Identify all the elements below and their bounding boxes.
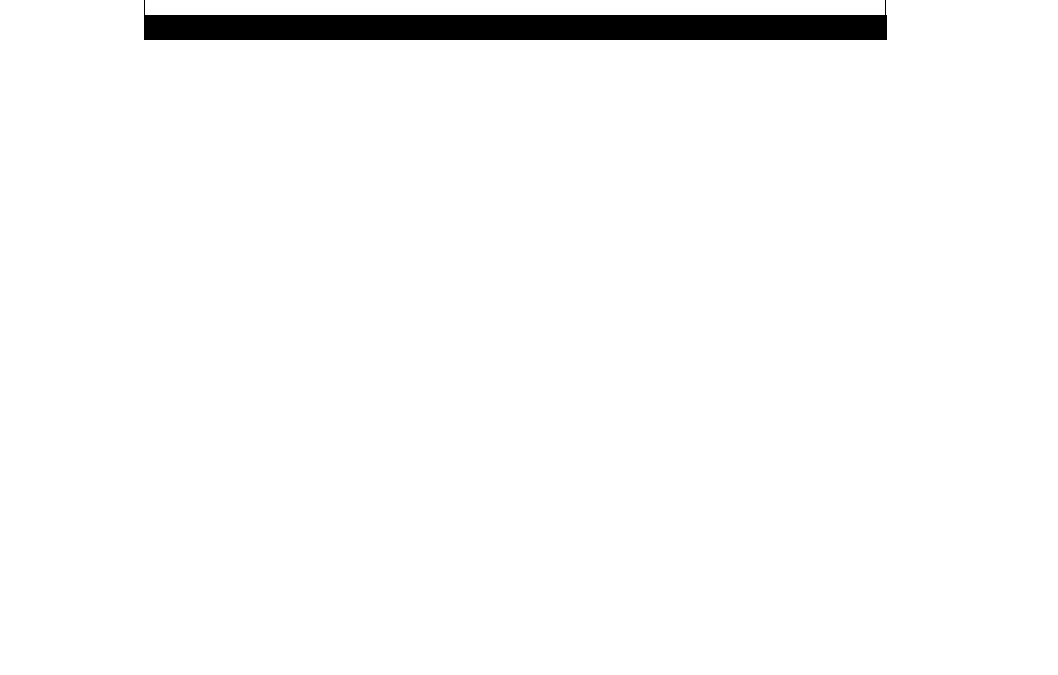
bottom-support-table [144, 15, 887, 40]
header-organization [254, 16, 594, 40]
date-heading [144, 0, 886, 15]
header-no [145, 16, 163, 40]
header-age [737, 16, 859, 40]
table-header-row [145, 16, 887, 40]
header-map-number [859, 16, 887, 40]
schedule-sheet [144, 0, 886, 40]
header-note [708, 16, 737, 40]
header-category [163, 16, 254, 40]
header-status [594, 16, 708, 40]
